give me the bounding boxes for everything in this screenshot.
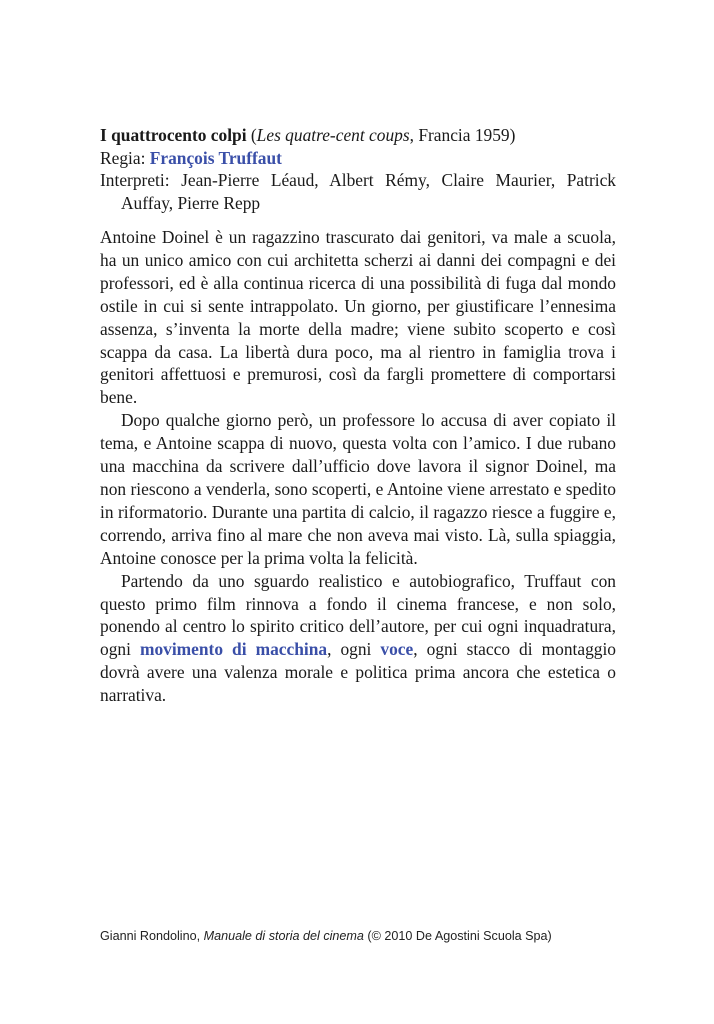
original-title: Les quatre-cent coups <box>256 125 410 145</box>
cast-list: Jean-Pierre Léaud, Albert Rémy, Claire Maurier, Patrick Auffay, Pierre Repp <box>121 170 616 213</box>
paragraph-3: Partendo da uno sguardo realistico e autobiografico, Truffaut con questo primo film rinnova a fondo il cinema francese, e non solo, ponendo al centro lo spirito critico dell’autore, per cui ogni inquadratura, ogni movimento di macchina, ogni voce, ogni stacco di montaggio dovrà avere una valenza morale e politica prima ancora che estetica o narrativa. <box>100 570 616 706</box>
film-title: I quattrocento colpi <box>100 125 247 145</box>
synopsis <box>100 226 616 707</box>
film-header <box>100 124 616 214</box>
source-credit: Gianni Rondolino, Manuale di storia del cinema (© 2010 De Agostini Scuola Spa) <box>100 929 552 943</box>
movimento-di-macchina-link[interactable]: movimento di macchina <box>139 639 328 660</box>
director-link[interactable]: François Truffaut <box>149 147 282 168</box>
cast-line: Interpreti: Jean-Pierre Léaud, Albert Rémy, Claire Maurier, Patrick Auffay, Pierre Repp <box>100 170 616 213</box>
voce-link[interactable]: voce <box>380 639 414 660</box>
page-content <box>100 124 616 707</box>
paragraph-2: Dopo qualche giorno però, un professore lo accusa di aver copiato il tema, e Antoine scappa di nuovo, questa volta con l’amico. I due rubano una macchina da scrivere dall’ufficio dove lavora il signor Doinel, ma non riescono a venderla, sono scoperti, e Antoine viene arrestato e spedito in riformatorio. Durante una partita di calcio, il ragazzo riesce a fuggire e, correndo, arriva fino al mare che non aveva mai visto. Là, sulla spiaggia, Antoine conosce per la prima volta la felicità. <box>100 410 616 568</box>
book-title: Manuale di storia del cinema <box>203 929 364 943</box>
paragraph-1: Antoine Doinel è un ragazzino trascurato dai genitori, va male a scuola, ha un unico amico con cui architetta scherzi ai danni dei compagni e dei professori, ed è alla continua ricerca di una possibilità di fuga dal mondo ostile in cui si sente intrappolato. Un giorno, per giustificare l’ennesima assenza, s’inventa la morte della madre; viene subito scoperto e così scappa da casa. La libertà dura poco, ma al rientro in famiglia trova i genitori affettuosi e premurosi, così da fargli promettere di comportarsi bene. <box>100 227 616 408</box>
film-title-line: I quattrocento colpi (Les quatre-cent coups, Francia 1959) <box>100 125 516 145</box>
director-line: Regia: François Truffaut <box>100 147 282 168</box>
